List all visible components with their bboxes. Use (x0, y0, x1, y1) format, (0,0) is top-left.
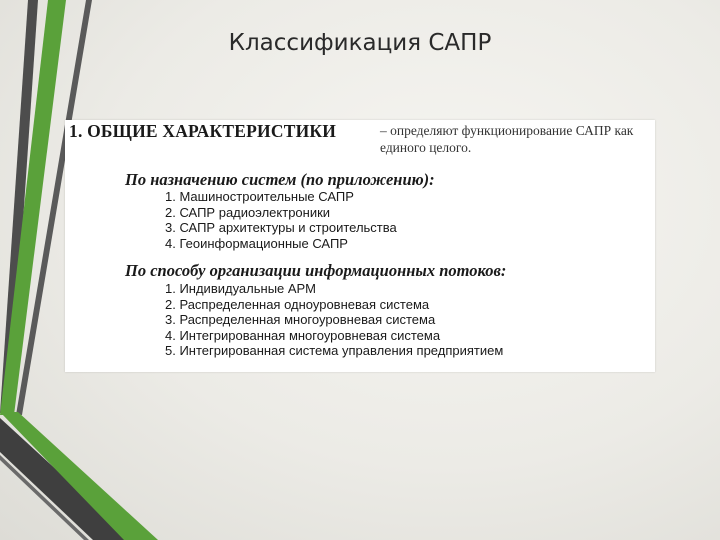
subsection-title-info-flows: По способу организации информационных потоков: (125, 261, 507, 280)
subsection-title-purpose: По назначению систем (по приложению): (125, 170, 435, 189)
purpose-list (165, 189, 397, 251)
list-item: 2. САПР радиоэлектроники (165, 204, 331, 220)
slide-title: Классификация САПР (228, 30, 492, 56)
section-heading: 1. ОБЩИЕ ХАРАКТЕРИСТИКИ (69, 121, 337, 141)
info-flows-list (165, 281, 503, 359)
list-item: 3. Распределенная многоуровневая система (165, 312, 436, 328)
list-item: 1. Индивидуальные АРМ (165, 281, 316, 296)
list-item: 4. Интегрированная многоуровневая система (165, 327, 441, 343)
list-item: 5. Интегрированная система управления предприятием (165, 343, 504, 359)
heading-description: – определяют функционирование САПР как единого целого. (380, 123, 634, 155)
list-item: 1. Машиностроительные САПР (165, 189, 354, 204)
list-item: 3. САПР архитектуры и строительства (165, 220, 397, 236)
list-item: 2. Распределенная одноуровневая система (165, 296, 430, 312)
list-item: 4. Геоинформационные САПР (165, 235, 348, 251)
content-panel (65, 120, 655, 372)
